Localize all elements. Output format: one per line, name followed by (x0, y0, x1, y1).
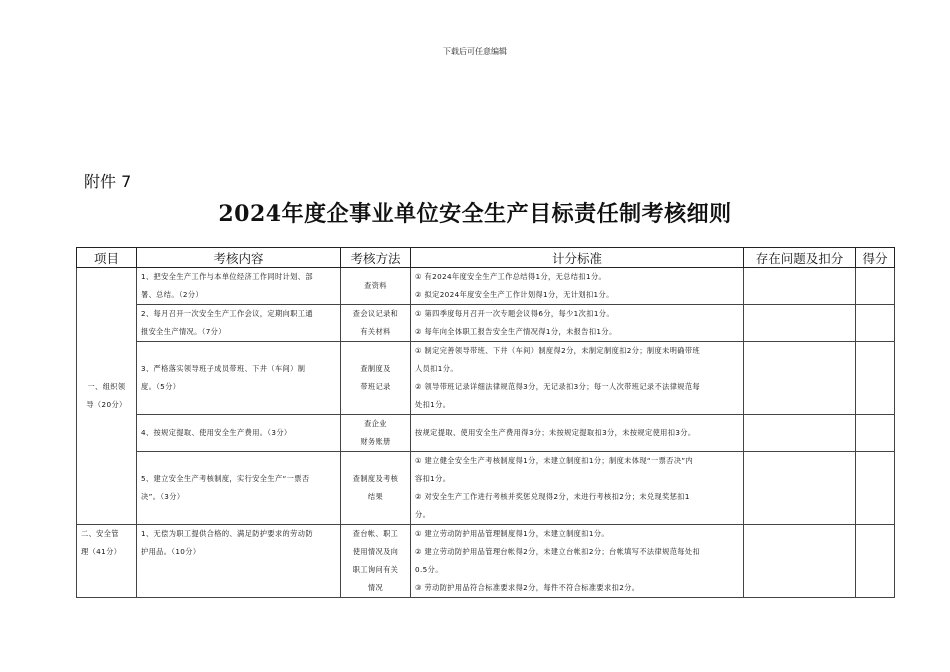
item-line: 一、组织领 (87, 382, 126, 391)
criteria-cell (411, 525, 744, 598)
table-row (77, 342, 895, 415)
content-line: 1、无偿为职工提供合格的、满足防护要求的劳动防 (141, 529, 313, 538)
header-item: 项目 (77, 248, 137, 268)
score-cell[interactable] (856, 268, 895, 305)
header-criteria: 计分标准 (411, 248, 744, 268)
header-score: 得分 (856, 248, 895, 268)
header-row (77, 248, 895, 268)
method-line: 财务账册 (360, 437, 391, 446)
document-title: 2024年度企事业单位安全生产目标责任制考核细则 (218, 201, 732, 227)
item-line: 二、安全管 (81, 529, 119, 538)
method-line: 职工询问有关 (352, 565, 399, 574)
content-line: 署、总结。（2分） (141, 290, 204, 299)
content-line: 度。（5分） (141, 382, 181, 391)
content-line: 2、每月召开一次安全生产工作会议，定期向职工通 (141, 309, 313, 318)
content-cell (137, 305, 341, 342)
method-cell (341, 525, 411, 598)
method-line: 结果 (367, 492, 384, 501)
criteria-line: ① 建立健全安全生产考核制度得1分，未建立制度扣1分；制度未体现“一票否决”内 (415, 456, 694, 465)
method-cell (341, 452, 411, 525)
criteria-line: ② 领导带班记录详细法律规范得3分，无记录扣3分；每一人次带班记录不法律规范每 (415, 382, 701, 391)
criteria-line: 容扣1分。 (415, 474, 451, 483)
criteria-line: ② 对安全生产工作进行考核并奖惩兑现得2分，未进行考核扣2分；未兑现奖惩扣1 (415, 492, 690, 501)
content-line: 3、严格落实领导班子成员带班、下井（车间）制 (141, 364, 306, 373)
content-cell (137, 415, 341, 452)
criteria-cell (411, 268, 744, 305)
header-deduction: 存在问题及扣分 (744, 248, 856, 268)
criteria-line: ② 每年向全体职工报告安全生产情况得1分，未报告扣1分。 (415, 327, 617, 336)
score-cell[interactable] (856, 342, 895, 415)
header-content: 考核内容 (137, 248, 341, 268)
deduction-cell[interactable] (744, 268, 856, 305)
top-note: 下载后可任意编辑 (443, 47, 507, 56)
item-line: 理（41分） (81, 547, 122, 556)
method-line: 情况 (367, 583, 384, 592)
deduction-cell[interactable] (744, 415, 856, 452)
method-cell (341, 268, 411, 305)
table-row (77, 268, 895, 305)
section-item (77, 525, 137, 598)
content-cell (137, 342, 341, 415)
criteria-line: ① 建立劳动防护用品管理制度得1分，未建立制度扣1分。 (415, 529, 609, 538)
method-cell (341, 415, 411, 452)
method-line: 使用情况及向 (352, 547, 399, 556)
deduction-cell[interactable] (744, 525, 856, 598)
criteria-line: ② 拟定2024年度安全生产工作计划得1分，无计划扣1分。 (415, 290, 614, 299)
method-line: 查资料 (364, 281, 387, 290)
criteria-line: ① 有2024年度安全生产工作总结得1分，无总结扣1分。 (415, 272, 607, 281)
table-row (77, 452, 895, 525)
deduction-cell[interactable] (744, 305, 856, 342)
method-line: 有关材料 (360, 327, 391, 336)
score-cell[interactable] (856, 305, 895, 342)
content-cell (137, 525, 341, 598)
criteria-line: ③ 劳动防护用品符合标准要求得2分，每件不符合标准要求扣2分。 (415, 583, 640, 592)
table-row (77, 525, 895, 598)
criteria-line: 0.5分。 (415, 565, 443, 574)
method-line: 查台帐、职工 (352, 529, 399, 538)
method-line: 查制度及考核 (352, 474, 399, 483)
criteria-line: 按规定提取、使用安全生产费用得3分；未按规定提取扣3分，未按规定使用扣3分。 (415, 428, 696, 437)
content-line: 5、建立安全生产考核制度，实行安全生产“一票否 (141, 474, 310, 483)
content-cell (137, 268, 341, 305)
content-line: 报安全生产情况。（7分） (141, 327, 226, 336)
method-line: 带班记录 (360, 382, 391, 391)
method-line: 查制度及 (360, 364, 391, 373)
table-row (77, 415, 895, 452)
attachment-label: 附件 7 (84, 172, 132, 191)
score-cell[interactable] (856, 415, 895, 452)
criteria-cell (411, 415, 744, 452)
criteria-line: 分。 (415, 510, 431, 519)
item-line: 导（20分） (86, 400, 127, 409)
method-cell (341, 342, 411, 415)
method-line: 查企业 (364, 419, 387, 428)
criteria-cell (411, 305, 744, 342)
method-line: 查会议记录和 (352, 309, 399, 318)
criteria-cell (411, 342, 744, 415)
criteria-line: ② 建立劳动防护用品管理台帐得2分，未建立台帐扣2分；台帐填写不法律规范每处扣 (415, 547, 701, 556)
content-line: 决”。（3分） (141, 492, 185, 501)
criteria-line: ① 制定完善领导带班、下井（车间）制度得2分，未制定制度扣2分；制度未明确带班 (415, 346, 701, 355)
content-cell (137, 452, 341, 525)
table-row (77, 305, 895, 342)
method-cell (341, 305, 411, 342)
content-line: 1、把安全生产工作与本单位经济工作同时计划、部 (141, 272, 313, 281)
score-cell[interactable] (856, 525, 895, 598)
criteria-line: ① 第四季度每月召开一次专题会议得6分，每少1次扣1分。 (415, 309, 614, 318)
score-cell[interactable] (856, 452, 895, 525)
content-line: 护用品。（10分） (141, 547, 201, 556)
assessment-table (76, 247, 895, 598)
criteria-cell (411, 452, 744, 525)
deduction-cell[interactable] (744, 342, 856, 415)
header-method: 考核方法 (341, 248, 411, 268)
criteria-line: 人员扣1分。 (415, 364, 458, 373)
section-item (77, 268, 137, 525)
content-line: 4、按规定提取、使用安全生产费用。（3分） (141, 428, 292, 437)
criteria-line: 处扣1分。 (415, 400, 451, 409)
deduction-cell[interactable] (744, 452, 856, 525)
